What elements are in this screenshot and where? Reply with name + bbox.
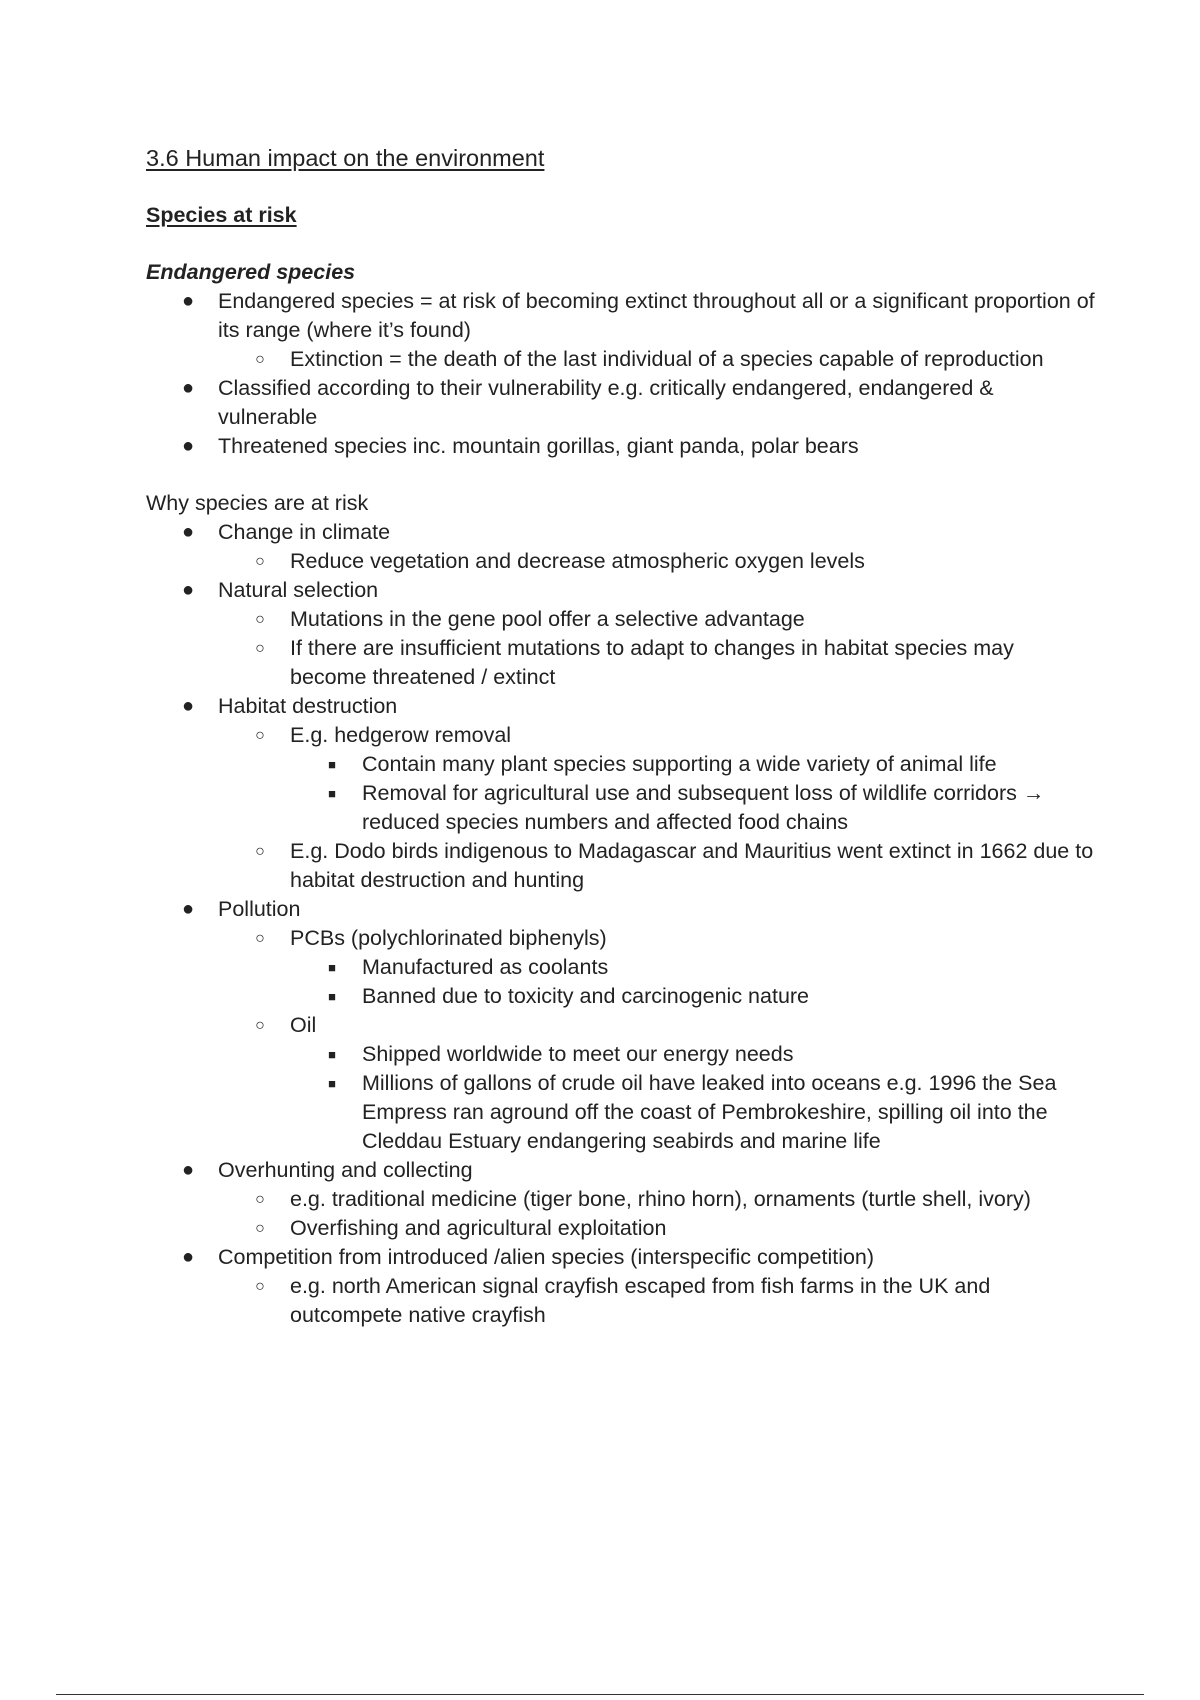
list-item: [218, 1214, 1096, 1243]
hollow-bullet-icon: ○: [255, 1220, 265, 1237]
hollow-bullet-icon: ○: [255, 351, 265, 368]
bullet-icon: ●: [181, 377, 195, 399]
bullet-icon: ●: [181, 579, 195, 601]
list-item-text: Manufactured as coolants: [362, 955, 609, 979]
hollow-bullet-icon: ○: [255, 640, 265, 657]
list-item: [146, 518, 1096, 576]
hollow-bullet-icon: ○: [255, 611, 265, 628]
list-item: [146, 895, 1096, 1156]
list-item: [146, 287, 1096, 374]
list-item-text: Endangered species = at risk of becoming extinct throughout all or a significant proportion of its range (where it’s found): [218, 289, 1095, 342]
sub-list: [146, 721, 1096, 895]
list-item: [218, 721, 1096, 837]
list-item-text: Removal for agricultural use and subsequent loss of wildlife corridors → reduced species numbers and affected food chains: [362, 781, 1045, 834]
bullet-icon: ●: [181, 1246, 195, 1268]
list-item: [218, 605, 1096, 634]
list-item: [290, 982, 1096, 1011]
hollow-bullet-icon: ○: [255, 843, 265, 860]
sub-sub-list: [218, 953, 1096, 1011]
bullet-icon: ●: [181, 521, 195, 543]
list-item-text: Oil: [290, 1013, 317, 1037]
list-item: [218, 634, 1096, 692]
hollow-bullet-icon: ○: [255, 553, 265, 570]
list-item-text: Extinction = the death of the last individual of a species capable of reproduction: [290, 347, 1044, 371]
sub-list: [146, 605, 1096, 692]
bullet-icon: ●: [181, 1159, 195, 1181]
list-item: [290, 1069, 1096, 1156]
list-item-text: Change in climate: [218, 520, 391, 544]
list-item: [218, 1272, 1096, 1330]
list-item: [290, 750, 1096, 779]
list-item-text: Overhunting and collecting: [218, 1158, 473, 1182]
list-item-text: Shipped worldwide to meet our energy needs: [362, 1042, 794, 1066]
section-heading: Species at risk: [146, 203, 297, 227]
subheading-why: Why species are at risk: [146, 491, 369, 515]
list-item-text: Competition from introduced /alien species (interspecific competition): [218, 1245, 875, 1269]
square-bullet-icon: ■: [328, 1076, 336, 1091]
sub-list: [146, 1185, 1096, 1243]
list-item: [218, 547, 1096, 576]
list-item: [290, 779, 1096, 837]
document-page: [146, 143, 1096, 1330]
list-item: [146, 432, 1096, 461]
bullet-icon: ●: [181, 435, 195, 457]
subheading-endangered: Endangered species: [146, 260, 356, 284]
sub-list: [146, 547, 1096, 576]
list-item-text: e.g. traditional medicine (tiger bone, rhino horn), ornaments (turtle shell, ivory): [290, 1187, 1031, 1211]
hollow-bullet-icon: ○: [255, 930, 265, 947]
list-item: [218, 1011, 1096, 1156]
bullet-icon: ●: [181, 290, 195, 312]
list-item-text: Contain many plant species supporting a wide variety of animal life: [362, 752, 997, 776]
square-bullet-icon: ■: [328, 1047, 336, 1062]
list-item-text: Threatened species inc. mountain gorillas, giant panda, polar bears: [218, 434, 859, 458]
square-bullet-icon: ■: [328, 757, 336, 772]
list-item-text: If there are insufficient mutations to adapt to changes in habitat species may become threatened / extinct: [290, 636, 1014, 689]
square-bullet-icon: ■: [328, 960, 336, 975]
list-item: [218, 1185, 1096, 1214]
list-item-text: e.g. north American signal crayfish escaped from fish farms in the UK and outcompete native crayfish: [290, 1274, 991, 1327]
list-item: [218, 924, 1096, 1011]
sub-list: [146, 345, 1096, 374]
why-list: [146, 518, 1096, 1330]
list-item-text: Habitat destruction: [218, 694, 398, 718]
page-bottom-rule: [56, 1694, 1144, 1695]
hollow-bullet-icon: ○: [255, 1017, 265, 1034]
list-item: [146, 374, 1096, 432]
hollow-bullet-icon: ○: [255, 727, 265, 744]
hollow-bullet-icon: ○: [255, 1278, 265, 1295]
sub-list: [146, 1272, 1096, 1330]
list-item-text: E.g. hedgerow removal: [290, 723, 512, 747]
bullet-icon: ●: [181, 695, 195, 717]
bullet-icon: ●: [181, 898, 195, 920]
sub-sub-list: [218, 750, 1096, 837]
list-item: [146, 576, 1096, 692]
sub-list: [146, 924, 1096, 1156]
list-item: [290, 1040, 1096, 1069]
square-bullet-icon: ■: [328, 786, 336, 801]
list-item: [218, 837, 1096, 895]
endangered-list: [146, 287, 1096, 461]
square-bullet-icon: ■: [328, 989, 336, 1004]
list-item-text: Reduce vegetation and decrease atmospheric oxygen levels: [290, 549, 865, 573]
list-item-text: Classified according to their vulnerability e.g. critically endangered, endangered & vulnerable: [218, 376, 994, 429]
page-title: 3.6 Human impact on the environment: [146, 145, 545, 171]
list-item: [146, 692, 1096, 895]
list-item-text: E.g. Dodo birds indigenous to Madagascar and Mauritius went extinct in 1662 due to habitat destruction and hunting: [290, 839, 1094, 892]
list-item: [146, 1156, 1096, 1243]
list-item: [218, 345, 1096, 374]
list-item-text: Pollution: [218, 897, 301, 921]
sub-sub-list: [218, 1040, 1096, 1156]
list-item-text: Natural selection: [218, 578, 379, 602]
list-item-text: Mutations in the gene pool offer a selective advantage: [290, 607, 805, 631]
list-item-text: Overfishing and agricultural exploitation: [290, 1216, 667, 1240]
list-item-text: PCBs (polychlorinated biphenyls): [290, 926, 607, 950]
list-item-text: Millions of gallons of crude oil have leaked into oceans e.g. 1996 the Sea Empress ran aground off the coast of Pembrokeshire, spilling oil into the Cleddau Estuary endangering seabirds and marine life: [362, 1071, 1057, 1153]
hollow-bullet-icon: ○: [255, 1191, 265, 1208]
list-item: [290, 953, 1096, 982]
list-item: [146, 1243, 1096, 1330]
list-item-text: Banned due to toxicity and carcinogenic nature: [362, 984, 810, 1008]
